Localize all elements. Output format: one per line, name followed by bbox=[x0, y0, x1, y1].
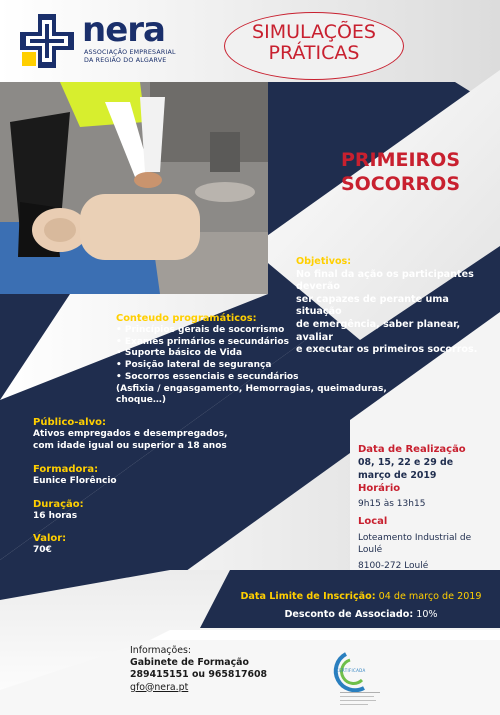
program-item: • Suporte básico de Vida bbox=[116, 348, 243, 359]
deadline-label: Data Limite de Inscrição: bbox=[240, 591, 376, 602]
price-section bbox=[33, 532, 253, 557]
audience-section bbox=[33, 416, 253, 452]
logo-wordmark: nera bbox=[82, 10, 165, 50]
objectives-line: e executar os primeiros socorros. bbox=[296, 344, 478, 356]
audience-line: com idade igual ou superior a 18 anos bbox=[33, 440, 227, 451]
place-line: 8100-272 Loulé bbox=[358, 560, 429, 571]
contacts-label: Informações: bbox=[130, 645, 192, 656]
contacts-email-link[interactable]: gfo@nera.pt bbox=[130, 681, 189, 693]
discount-line bbox=[230, 606, 492, 624]
audience-heading: Público-alvo: bbox=[33, 417, 106, 428]
contacts-section bbox=[130, 645, 267, 694]
place-heading: Local bbox=[358, 515, 388, 527]
logo-subtitle bbox=[84, 49, 176, 65]
time-heading: Horário bbox=[358, 483, 401, 494]
trainer-heading: Formadora: bbox=[33, 464, 99, 475]
date-line: março de 2019 bbox=[358, 469, 437, 481]
schedule-section bbox=[358, 443, 498, 572]
deadline-date: 04 de março de 2019 bbox=[378, 591, 482, 602]
course-title-line: PRIMEIROS bbox=[340, 149, 460, 171]
banner-line: SIMULAÇÕES bbox=[252, 21, 376, 43]
time-value: 9h15 às 13h15 bbox=[358, 499, 426, 509]
place-line: Loteamento Industrial de Loulé bbox=[358, 532, 472, 555]
certification-label: CERTIFICADA bbox=[336, 668, 366, 673]
trainer-name: Eunice Florêncio bbox=[33, 476, 117, 486]
program-item: • Posição lateral de segurança bbox=[116, 360, 272, 371]
course-title bbox=[300, 148, 460, 196]
course-title-line: SOCORROS bbox=[340, 173, 460, 195]
banner-line: PRÁTICAS bbox=[268, 42, 360, 64]
deadline-line bbox=[230, 588, 492, 606]
certification-seal-icon bbox=[326, 648, 382, 706]
duration-value: 16 horas bbox=[33, 511, 78, 521]
program-item: • Exames primários e secundários bbox=[116, 336, 289, 347]
duration-heading: Duração: bbox=[33, 499, 84, 510]
cpr-photo bbox=[0, 82, 268, 294]
nera-logo-icon bbox=[18, 12, 76, 70]
price-heading: Valor: bbox=[33, 533, 67, 544]
trainer-section bbox=[33, 463, 253, 488]
objectives-line: No final da ação os participantes deverão bbox=[296, 268, 474, 293]
objectives-heading: Objetivos: bbox=[296, 256, 352, 267]
contacts-office: Gabinete de Formação bbox=[130, 657, 249, 669]
discount-value: 10% bbox=[416, 609, 438, 620]
program-item: • Princípios gerais de socorrismo bbox=[116, 325, 285, 335]
date-heading: Data de Realização bbox=[358, 444, 466, 455]
audience-line: Ativos empregados e desempregados, bbox=[33, 429, 228, 439]
program-item: (Asfixia / engasgamento, Hemorragias, queimaduras, choque…) bbox=[116, 383, 387, 406]
duration-section bbox=[33, 498, 253, 523]
date-line: 08, 15, 22 e 29 de bbox=[358, 457, 454, 468]
objectives-line: ser capazes de perante uma situação bbox=[296, 293, 449, 318]
discount-label: Desconto de Associado: bbox=[284, 609, 414, 620]
logo-subtitle-line: DA REGIÃO DO ALGARVE bbox=[84, 57, 167, 64]
price-value: 70€ bbox=[33, 545, 52, 555]
program-heading: Conteudo programáticos: bbox=[116, 313, 257, 324]
contacts-phones: 289415151 ou 965817608 bbox=[130, 669, 268, 681]
cpr-scene-illustration bbox=[0, 82, 268, 294]
program-item: • Socorros essenciais e secundários bbox=[116, 371, 299, 382]
banner-text bbox=[224, 22, 404, 64]
objectives-line: de emergência, saber planear, avaliar bbox=[296, 318, 461, 343]
deadline-section bbox=[230, 588, 492, 624]
program-section bbox=[116, 312, 396, 407]
logo-subtitle-line: ASSOCIAÇÃO EMPRESARIAL bbox=[84, 49, 176, 56]
